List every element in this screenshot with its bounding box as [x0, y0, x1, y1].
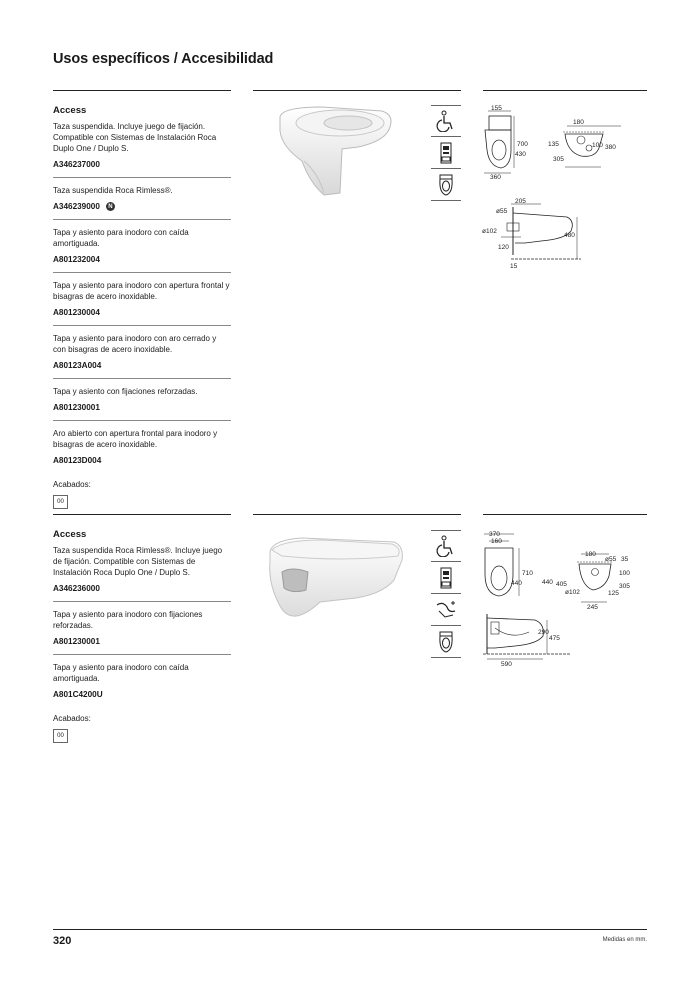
page-number: 320	[53, 935, 72, 947]
item-code-text: A801232004	[53, 255, 100, 264]
dimension-label: ø55	[605, 556, 617, 563]
dimension-drawing-front	[481, 528, 649, 618]
dimension-label: 15	[510, 263, 518, 270]
dimension-label: ø55	[496, 208, 508, 215]
list-item	[53, 227, 231, 273]
item-code	[53, 255, 231, 264]
footer-rule	[53, 929, 647, 930]
dimension-label: 710	[522, 570, 533, 577]
item-code-text: A346239000	[53, 202, 100, 211]
item-description: Tapa y asiento para inodoro con caída amortiguada.	[53, 228, 189, 248]
dimension-label: 205	[515, 198, 526, 205]
list-item	[53, 386, 231, 421]
finish-swatch: 00	[53, 729, 68, 743]
dimension-label: 380	[605, 144, 616, 151]
item-code	[53, 690, 231, 699]
list-item	[53, 185, 231, 220]
feature-icons	[431, 530, 461, 658]
item-code	[53, 361, 231, 370]
item-code-text: A801230004	[53, 308, 100, 317]
list-item	[53, 662, 231, 707]
item-code	[53, 308, 231, 317]
dimension-drawing-front	[481, 104, 649, 184]
installation-frame-icon	[431, 137, 461, 169]
wheelchair-icon	[431, 530, 461, 562]
dimension-label: 305	[619, 583, 630, 590]
dimension-label: 125	[608, 590, 619, 597]
dimension-label: 440	[511, 580, 522, 587]
dimension-label: 100	[619, 570, 630, 577]
item-code	[53, 403, 231, 412]
dimension-label: 245	[587, 604, 598, 611]
item-code	[53, 637, 231, 646]
dimension-label: 440	[542, 579, 553, 586]
page-title: Usos específicos / Accesibilidad	[53, 51, 274, 67]
toilet-top-icon	[431, 169, 461, 201]
units-note: Medidas en mm.	[602, 937, 647, 943]
dimension-label: 360	[490, 174, 501, 181]
section-rule	[483, 514, 647, 515]
dimension-label: 160	[491, 538, 502, 545]
dimension-label: ø102	[482, 228, 497, 235]
finishes-label: Acabados:	[53, 480, 91, 489]
list-item	[53, 121, 231, 178]
rimless-toilet-image	[262, 532, 407, 632]
product-list-1	[53, 105, 231, 509]
item-code-text: A801230001	[53, 403, 100, 412]
item-code-text: A801C4200U	[53, 690, 103, 699]
item-code-text: A346237000	[53, 160, 100, 169]
dimension-label: 290	[538, 629, 549, 636]
item-description: Tapa y asiento para inodoro con caída amortiguada.	[53, 663, 189, 683]
item-description: Taza suspendida Roca Rimless®.	[53, 186, 173, 195]
rimless-flush-icon	[431, 594, 461, 626]
dimension-label: 590	[501, 661, 512, 668]
toilet-top-icon	[431, 626, 461, 658]
dimension-label: 305	[553, 156, 564, 163]
dimension-label: 180	[585, 551, 596, 558]
item-code-text: A801230001	[53, 637, 100, 646]
wheelchair-icon	[431, 105, 461, 137]
dimension-label: 475	[549, 635, 560, 642]
dimension-label: 405	[556, 581, 567, 588]
list-item	[53, 428, 231, 473]
dimension-label: ø102	[565, 589, 580, 596]
section-heading: Access	[53, 105, 87, 116]
installation-frame-icon	[431, 562, 461, 594]
dimension-drawing-side	[481, 197, 591, 272]
item-description: Taza suspendida. Incluye juego de fijación. Compatible con Sistemas de Instalación Roca Duplo One / Duplo S.	[53, 122, 217, 153]
section-rule	[483, 90, 647, 91]
item-code-text: A80123A004	[53, 361, 102, 370]
item-code	[53, 584, 231, 593]
section-rule	[53, 514, 231, 515]
section-rule	[253, 90, 461, 91]
item-description: Tapa y asiento para inodoro con aro cerrado y con bisagras de acero inoxidable.	[53, 334, 217, 354]
item-description: Taza suspendida Roca Rimless®. Incluye juego de fijación. Compatible con Sistemas de Instalación Roca Duplo One / Duplo S.	[53, 546, 223, 577]
item-code-text: A80123D004	[53, 456, 102, 465]
dimension-label: 120	[498, 244, 509, 251]
section-heading: Access	[53, 529, 87, 540]
dimension-label: 480	[564, 232, 575, 239]
item-description: Tapa y asiento para inodoro con fijaciones reforzadas.	[53, 610, 203, 630]
section-rule	[53, 90, 231, 91]
item-description: Tapa y asiento para inodoro con apertura frontal y bisagras de acero inoxidable.	[53, 281, 230, 301]
list-item	[53, 333, 231, 379]
dimension-label: 430	[515, 151, 526, 158]
product-list-2	[53, 529, 231, 743]
dimension-label: 180	[573, 119, 584, 126]
dimension-label: 35	[621, 556, 629, 563]
item-description: Aro abierto con apertura frontal para inodoro y bisagras de acero inoxidable.	[53, 429, 218, 449]
item-code	[53, 160, 231, 169]
feature-icons	[431, 105, 461, 201]
dimension-label: 370	[489, 531, 500, 538]
dimension-label: 135	[548, 141, 559, 148]
item-code	[53, 456, 231, 465]
dimension-drawing-side	[481, 610, 581, 670]
list-item	[53, 280, 231, 326]
section-rule	[253, 514, 461, 515]
item-description: Tapa y asiento con fijaciones reforzadas.	[53, 387, 198, 396]
wall-hung-toilet-image	[262, 103, 397, 203]
list-item	[53, 609, 231, 655]
item-code-text: A346236000	[53, 584, 100, 593]
dimension-label: 155	[491, 105, 502, 112]
list-item	[53, 545, 231, 602]
new-badge: N	[106, 202, 115, 211]
finish-swatch: 00	[53, 495, 68, 509]
finishes-label: Acabados:	[53, 714, 91, 723]
dimension-label: 700	[517, 141, 528, 148]
dimension-label: 100	[592, 142, 603, 149]
item-code	[53, 202, 231, 211]
